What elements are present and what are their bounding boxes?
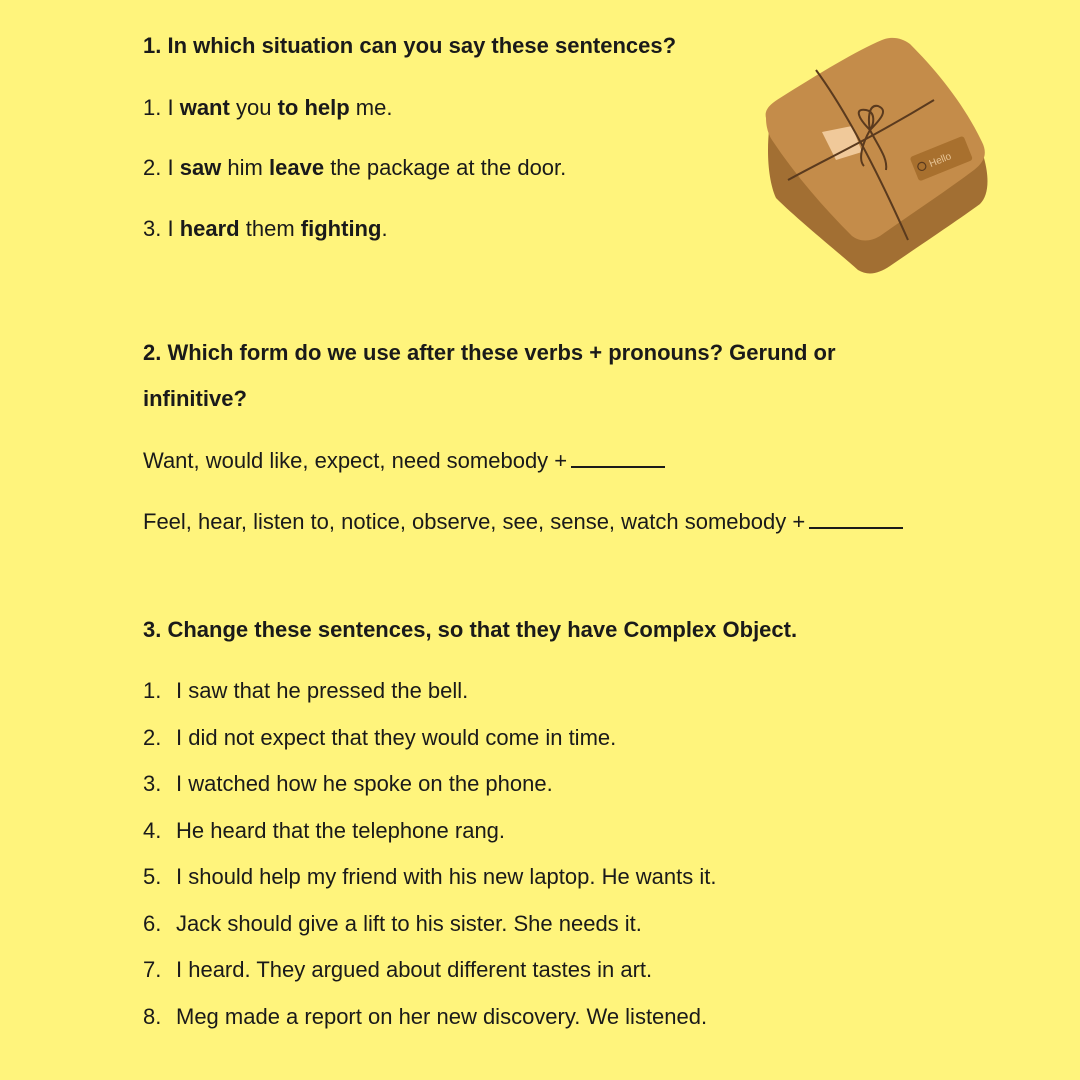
list-item: 5. I should help my friend with his new laptop. He wants it. — [143, 864, 717, 889]
list-item: 1. I saw that he pressed the bell. — [143, 678, 469, 703]
section2-line1: Want, would like, expect, need somebody + — [143, 448, 665, 474]
list-item: 4. He heard that the telephone rang. — [143, 818, 506, 843]
section1-item-3: 3. I heard them fighting. — [143, 216, 388, 241]
list-item: 2. I did not expect that they would come in time. — [143, 725, 617, 750]
section2-heading-line1: 2. Which form do we use after these verbs + pronouns? Gerund or — [143, 340, 836, 365]
section3-heading: 3. Change these sentences, so that they have Complex Object. — [143, 617, 798, 642]
section1-heading: 1. In which situation can you say these sentences? — [143, 33, 677, 58]
list-item: 7. I heard. They argued about different tastes in art. — [143, 957, 653, 982]
parcel-icon — [758, 30, 994, 278]
answer-blank-1 — [571, 448, 665, 468]
list-item: 6. Jack should give a lift to his sister. She needs it. — [143, 911, 642, 936]
section2-heading-line2: infinitive? — [143, 386, 247, 411]
section1-item-1: 1. I want you to help me. — [143, 95, 393, 120]
section2-line2: Feel, hear, listen to, notice, observe, see, sense, watch somebody + — [143, 509, 903, 535]
parcel-tag-label: Hello — [927, 151, 954, 170]
section1-item-2: 2. I saw him leave the package at the door. — [143, 155, 567, 180]
list-item: 3. I watched how he spoke on the phone. — [143, 771, 553, 796]
answer-blank-2 — [809, 509, 903, 529]
list-item: 8. Meg made a report on her new discovery. We listened. — [143, 1004, 708, 1029]
